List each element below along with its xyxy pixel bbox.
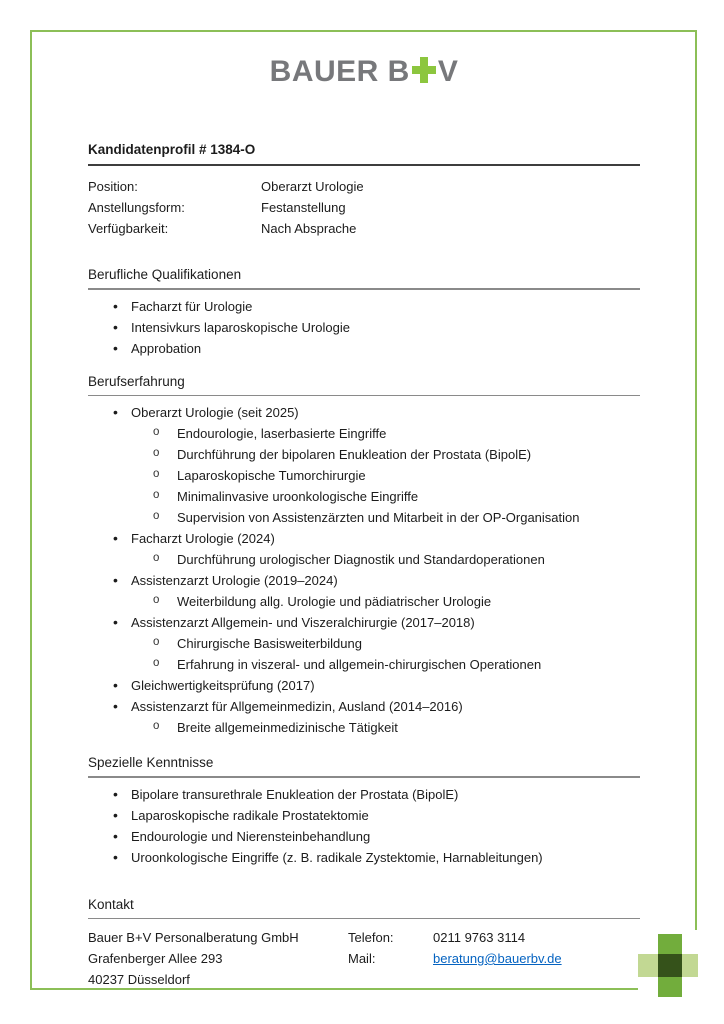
list-item: [88, 675, 640, 696]
list-item-text: Assistenzarzt für Allgemeinmedizin, Ausland (2014–2016): [131, 699, 463, 714]
contact-company: Bauer B+V Personalberatung GmbH: [88, 930, 299, 945]
field-row-position: [88, 176, 640, 197]
list-item-text: Oberarzt Urologie (seit 2025): [131, 405, 299, 420]
sub-list: [131, 549, 640, 570]
email-link[interactable]: beratung@bauerbv.de: [433, 951, 562, 966]
sub-list-item: [131, 507, 640, 528]
logo-text-right: V: [437, 55, 459, 88]
sub-list-item-text: Breite allgemeinmedizinische Tätigkeit: [177, 720, 398, 735]
sub-list: [131, 717, 640, 738]
list-item: [88, 296, 640, 317]
list-item-text: Facharzt für Urologie: [131, 298, 253, 314]
sub-list: [131, 423, 640, 528]
section-experience: [88, 373, 640, 739]
sub-list: [131, 633, 640, 675]
document-content: [88, 0, 640, 990]
sub-list-item-text: Laparoskopische Tumorchirurgie: [177, 468, 366, 483]
list-item-text: Uroonkologische Eingriffe (z. B. radikale Zystektomie, Harnableitungen): [131, 849, 543, 865]
section-heading-qualifications: Berufliche Qualifikationen: [88, 267, 242, 282]
title-block: [88, 141, 640, 166]
list-item: [88, 805, 640, 826]
field-value: Nach Absprache: [261, 221, 357, 236]
contact-address: [88, 927, 348, 990]
section-rule: [88, 918, 640, 920]
phone-number: 0211 9763 3114: [433, 930, 526, 945]
section-contact: [88, 896, 640, 991]
list-item: [88, 826, 640, 847]
list-item: [88, 784, 640, 805]
mail-label: Mail:: [348, 951, 376, 966]
list-item-text: Assistenzarzt Urologie (2019–2024): [131, 573, 338, 588]
list-item: [88, 528, 640, 570]
section-rule: [88, 776, 640, 778]
sub-list-item: [131, 444, 640, 465]
experience-list: [88, 402, 640, 738]
sub-list-item: [131, 549, 640, 570]
sub-list-item: [131, 654, 640, 675]
contact-details: [348, 927, 640, 990]
sub-list-item-text: Weiterbildung allg. Urologie und pädiatrischer Urologie: [177, 594, 492, 609]
phone-label: Telefon:: [348, 930, 394, 945]
sub-list-item: [131, 423, 640, 444]
sub-list-item-text: Durchführung urologischer Diagnostik und Standardoperationen: [177, 552, 545, 567]
sub-list-item-text: Erfahrung in viszeral- und allgemein-chirurgischen Operationen: [177, 657, 542, 672]
section-heading-skills: Spezielle Kenntnisse: [88, 755, 214, 770]
list-item-text: Assistenzarzt Allgemein- und Viszeralchirurgie (2017–2018): [131, 615, 475, 630]
list-item: [88, 317, 640, 338]
skills-list: [88, 784, 640, 868]
sub-list-item-text: Minimalinvasive uroonkologische Eingriffe: [177, 489, 419, 504]
list-item-text: Endourologie und Nierensteinbehandlung: [131, 828, 371, 844]
field-label: Anstellungsform:: [88, 200, 185, 215]
contact-street: Grafenberger Allee 293: [88, 951, 223, 966]
contact-city: 40237 Düsseldorf: [88, 972, 190, 987]
sub-list-item: [131, 465, 640, 486]
sub-list-item: [131, 717, 640, 738]
sub-list-item-text: Chirurgische Basisweiterbildung: [177, 636, 362, 651]
section-heading-contact: Kontakt: [88, 896, 134, 912]
list-item: [88, 338, 640, 359]
field-row-verfuegbarkeit: [88, 218, 640, 239]
list-item: [88, 612, 640, 675]
sub-list-item-text: Supervision von Assistenzärzten und Mitarbeit in der OP-Organisation: [177, 510, 580, 525]
list-item-text: Bipolare transurethrale Enukleation der Prostata (BipolE): [131, 786, 459, 802]
section-rule: [88, 395, 640, 397]
sub-list-item: [131, 591, 640, 612]
plus-cross-icon: [412, 57, 436, 83]
sub-list-item-text: Durchführung der bipolaren Enukleation der Prostata (BipolE): [177, 447, 532, 462]
sub-list-item: [131, 486, 640, 507]
list-item: [88, 696, 640, 738]
company-logo: [270, 52, 459, 92]
sub-list: [131, 591, 640, 612]
sub-list-item: [131, 633, 640, 654]
list-item-text: Intensivkurs laparoskopische Urologie: [131, 319, 350, 335]
logo-text-left: BAUER B: [269, 55, 410, 88]
field-value: Festanstellung: [261, 200, 346, 215]
contact-body: [88, 927, 640, 990]
list-item: [88, 847, 640, 868]
list-item-text: Gleichwertigkeitsprüfung (2017): [131, 678, 315, 693]
sub-list-item-text: Endourologie, laserbasierte Eingriffe: [177, 426, 387, 441]
section-qualifications: [88, 266, 640, 359]
list-item-text: Facharzt Urologie (2024): [131, 531, 275, 546]
logo-row: [88, 52, 640, 92]
field-row-anstellungsform: [88, 197, 640, 218]
page-border-right: [695, 30, 697, 930]
list-item: [88, 402, 640, 528]
field-label: Position:: [88, 179, 138, 194]
page-title: Kandidatenprofil # 1384-O: [88, 142, 256, 157]
list-item-text: Approbation: [131, 340, 202, 356]
section-heading-experience: Berufserfahrung: [88, 373, 185, 389]
field-label: Verfügbarkeit:: [88, 221, 169, 236]
section-skills: [88, 754, 640, 868]
title-rule: [88, 164, 640, 166]
qualifications-list: [88, 296, 640, 359]
list-item: [88, 570, 640, 612]
page-border-left: [30, 30, 32, 990]
corner-cross-icon: [658, 954, 682, 977]
section-rule: [88, 288, 640, 290]
field-value: Oberarzt Urologie: [261, 179, 364, 194]
profile-fields: [88, 176, 640, 239]
list-item-text: Laparoskopische radikale Prostatektomie: [131, 807, 369, 823]
